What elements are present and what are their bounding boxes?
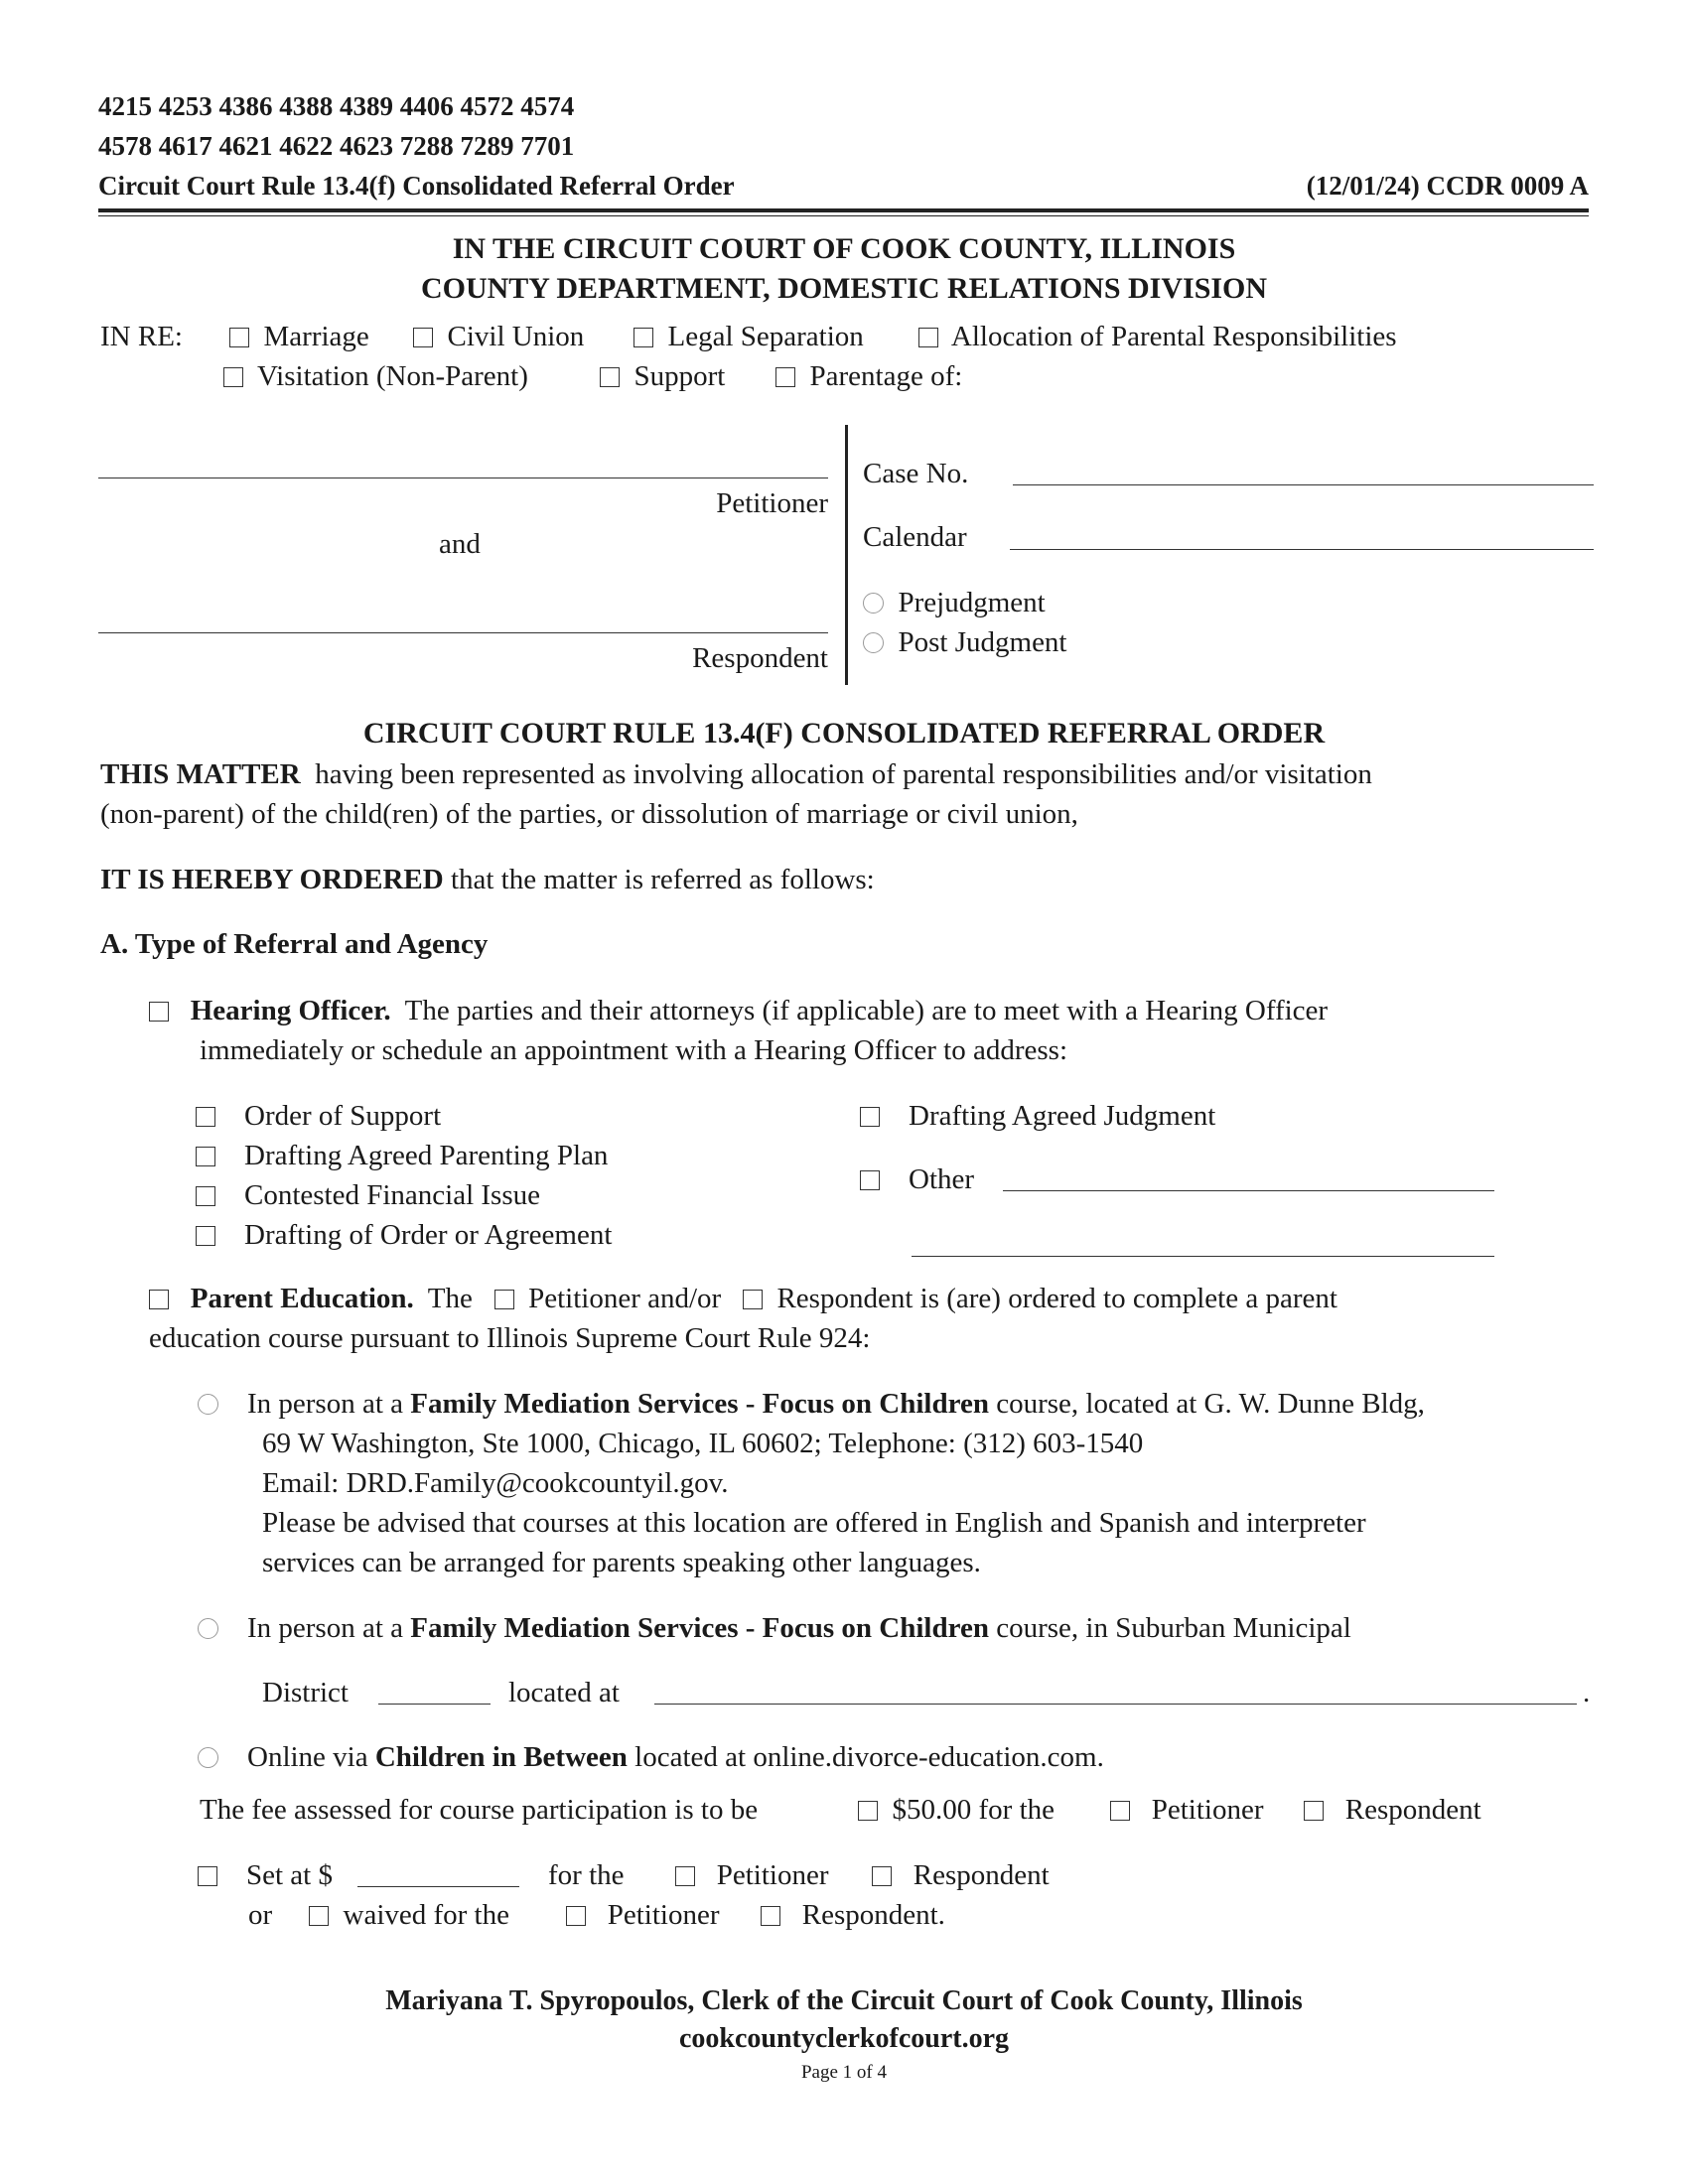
opt-bold: Family Mediation Services - Focus on Children (410, 1388, 989, 1420)
caption-divider (845, 425, 848, 685)
district-field[interactable] (378, 1704, 491, 1705)
option-label: Post Judgment (898, 626, 1067, 658)
located-at-label: located at (508, 1677, 620, 1708)
pe-option-chicago-email: Email: DRD.Family@cookcountyil.gov. (262, 1467, 729, 1499)
option-label: waived for the (343, 1899, 509, 1931)
option-label: Petitioner (607, 1899, 720, 1931)
fee-50-option[interactable] (858, 1794, 1055, 1827)
checkbox[interactable] (872, 1866, 892, 1886)
option-label: Order of Support (244, 1100, 442, 1132)
opt-suffix: located at online.divorce-education.com. (634, 1741, 1104, 1773)
header-rule-thick (98, 208, 1589, 212)
opt-bold: Children in Between (374, 1741, 628, 1773)
petitioner-label: Petitioner (716, 487, 828, 519)
in-re-support[interactable] (600, 360, 725, 393)
fee-amount-field[interactable] (357, 1886, 519, 1887)
checkbox[interactable] (413, 328, 433, 347)
prejudgment-option[interactable] (863, 587, 1046, 619)
other-field-line-2[interactable] (912, 1256, 1494, 1257)
option-label: Visitation (Non-Parent) (256, 360, 528, 392)
checkbox[interactable] (309, 1906, 329, 1926)
form-name: Circuit Court Rule 13.4(f) Consolidated Referral Order (98, 171, 735, 201)
fee-set-petitioner[interactable] (675, 1859, 829, 1892)
option-label: Marriage (263, 321, 369, 352)
option-label: Drafting of Order or Agreement (244, 1219, 613, 1251)
in-re-visitation[interactable] (223, 360, 528, 393)
page-number: Page 1 of 4 (800, 2062, 887, 2083)
fee-for-the: for the (548, 1859, 625, 1891)
opt-bold: Family Mediation Services - Focus on Children (410, 1612, 989, 1644)
intro-text: having been represented as involving allocation of parental responsibilities and/or visitation (315, 758, 1372, 790)
checkbox[interactable] (918, 328, 938, 347)
ordered-line (100, 864, 875, 896)
option-label: Respondent (1344, 1794, 1481, 1826)
hearing-officer-line-2: immediately or schedule an appointment with a Hearing Officer to address: (200, 1034, 1068, 1066)
radio[interactable] (198, 1618, 218, 1639)
in-re-label: IN RE: (100, 321, 183, 352)
hearing-officer-text: The parties and their attorneys (if applicable) are to meet with a Hearing Officer (404, 995, 1329, 1026)
option-label: Respondent (913, 1859, 1050, 1891)
hearing-officer-checkbox[interactable] (149, 1002, 169, 1022)
checkbox[interactable] (675, 1866, 695, 1886)
in-re-marriage[interactable] (229, 321, 369, 353)
fee-text: The fee assessed for course participation is to be (200, 1794, 759, 1826)
post-judgment-option[interactable] (863, 626, 1067, 659)
checkbox[interactable] (196, 1107, 215, 1127)
fee-waived[interactable] (309, 1899, 509, 1932)
other-field-line-1[interactable] (1003, 1190, 1494, 1191)
option-label: Petitioner (716, 1859, 829, 1891)
case-no-field[interactable] (1013, 484, 1594, 485)
pe-option-chicago (198, 1388, 1425, 1421)
option-label: Petitioner (1151, 1794, 1264, 1826)
ho-other[interactable] (860, 1163, 974, 1196)
fee-set-respondent[interactable] (872, 1859, 1050, 1892)
checkbox[interactable] (761, 1906, 780, 1926)
option-label: Drafting Agreed Parenting Plan (244, 1140, 609, 1171)
radio[interactable] (863, 593, 884, 614)
form-codes-line-1: 4215 4253 4386 4388 4389 4406 4572 4574 (98, 91, 575, 121)
checkbox[interactable] (858, 1801, 878, 1821)
pe-option-chicago-note-2: services can be arranged for parents speaking other languages. (262, 1547, 981, 1578)
pe-option-chicago-note-1: Please be advised that courses at this location are offered in English and Spanish and interpreter (262, 1507, 1366, 1539)
court-division: COUNTY DEPARTMENT, DOMESTIC RELATIONS DIVISION (420, 272, 1268, 305)
respondent-checkbox[interactable] (743, 1290, 763, 1309)
footer-website: cookcountyclerkofcourt.org (678, 2023, 1010, 2054)
district-label: District (262, 1677, 349, 1708)
petitioner-checkbox[interactable] (494, 1290, 514, 1309)
parent-education-line-2: education course pursuant to Illinois Supreme Court Rule 924: (149, 1322, 871, 1354)
option-label: Drafting Agreed Judgment (909, 1100, 1216, 1132)
respondent-name-line[interactable] (98, 632, 828, 633)
checkbox[interactable] (860, 1170, 880, 1190)
form-codes-line-2: 4578 4617 4621 4622 4623 7288 7289 7701 (98, 131, 575, 161)
opt-prefix: Online via (247, 1741, 368, 1773)
fee-50-respondent[interactable] (1304, 1794, 1481, 1827)
ho-contested-financial[interactable] (196, 1179, 540, 1212)
located-at-period: . (1583, 1677, 1591, 1708)
radio[interactable] (198, 1747, 218, 1768)
parent-education-checkbox[interactable] (149, 1290, 169, 1309)
checkbox[interactable] (196, 1226, 215, 1246)
ho-parenting-plan[interactable] (196, 1140, 608, 1172)
respondent-text: Respondent is (are) ordered to complete a parent (776, 1283, 1337, 1314)
parent-education-label: Parent Education. (190, 1283, 414, 1314)
option-label: Allocation of Parental Responsibilities (950, 321, 1397, 352)
petitioner-andor-text: Petitioner and/or (528, 1283, 722, 1314)
fee-50-petitioner[interactable] (1110, 1794, 1264, 1827)
parent-education-line-1 (149, 1283, 1337, 1315)
ordered-text: that the matter is referred as follows: (450, 864, 875, 895)
footer-clerk: Mariyana T. Spyropoulos, Clerk of the Circuit Court of Cook County, Illinois (385, 1985, 1303, 2016)
checkbox[interactable] (860, 1107, 880, 1127)
ordered-bold: IT IS HEREBY ORDERED (100, 864, 444, 895)
option-label: Legal Separation (667, 321, 864, 352)
pe-option-chicago-address: 69 W Washington, Ste 1000, Chicago, IL 60602; Telephone: (312) 603-1540 (262, 1428, 1144, 1459)
checkbox[interactable] (600, 367, 620, 387)
calendar-label: Calendar (863, 521, 967, 553)
header-rule-thin (98, 215, 1589, 216)
opt-suffix: course, located at G. W. Dunne Bldg, (996, 1388, 1425, 1420)
ho-drafting-agreed-judgment[interactable] (860, 1100, 1215, 1133)
checkbox[interactable] (633, 328, 653, 347)
checkbox[interactable] (196, 1186, 215, 1206)
option-label: Contested Financial Issue (244, 1179, 541, 1211)
hearing-officer-line-1 (149, 995, 1328, 1027)
order-intro-line-1 (100, 758, 1372, 791)
respondent-label: Respondent (692, 642, 828, 674)
in-re-legal-separation[interactable] (633, 321, 864, 353)
the-text: The (427, 1283, 473, 1314)
option-label: $50.00 for the (892, 1794, 1055, 1826)
this-matter: THIS MATTER (100, 758, 301, 790)
ho-order-of-support[interactable] (196, 1100, 441, 1133)
option-label: Prejudgment (898, 587, 1046, 618)
opt-prefix: In person at a (247, 1612, 404, 1644)
option-label: Other (909, 1163, 975, 1195)
and-label: and (439, 528, 481, 560)
checkbox[interactable] (223, 367, 243, 387)
opt-prefix: In person at a (247, 1388, 404, 1420)
pe-option-online (198, 1741, 1104, 1774)
ho-drafting-order[interactable] (196, 1219, 612, 1252)
radio[interactable] (198, 1394, 218, 1415)
option-label: Respondent. (801, 1899, 945, 1931)
calendar-field[interactable] (1010, 549, 1594, 550)
order-intro-line-2: (non-parent) of the child(ren) of the parties, or dissolution of marriage or civil union, (100, 798, 1078, 830)
checkbox[interactable] (1110, 1801, 1130, 1821)
option-label: Parentage of: (809, 360, 963, 392)
located-at-field[interactable] (654, 1704, 1577, 1705)
court-name: IN THE CIRCUIT COURT OF COOK COUNTY, ILLINOIS (452, 232, 1236, 265)
form-id: (12/01/24) CCDR 0009 A (1306, 171, 1589, 201)
fee-or: or (248, 1899, 273, 1931)
checkbox[interactable] (566, 1906, 586, 1926)
fee-waived-respondent[interactable] (761, 1899, 945, 1932)
opt-suffix: course, in Suburban Municipal (996, 1612, 1351, 1644)
case-no-label: Case No. (863, 458, 969, 489)
option-label: Civil Union (447, 321, 585, 352)
checkbox[interactable] (1304, 1801, 1324, 1821)
option-label: Set at $ (246, 1859, 333, 1891)
in-re-civil-union[interactable] (413, 321, 584, 353)
pe-option-suburban (198, 1612, 1351, 1645)
fee-set-at[interactable] (198, 1859, 333, 1892)
section-a-heading: A. Type of Referral and Agency (100, 928, 489, 960)
checkbox[interactable] (775, 367, 795, 387)
hearing-officer-label: Hearing Officer. (190, 995, 391, 1026)
radio[interactable] (863, 632, 884, 653)
in-re-parentage[interactable] (775, 360, 962, 393)
option-label: Support (633, 360, 726, 392)
checkbox[interactable] (198, 1866, 217, 1886)
checkbox[interactable] (229, 328, 249, 347)
fee-waived-petitioner[interactable] (566, 1899, 720, 1932)
in-re-allocation[interactable] (918, 321, 1397, 353)
order-title: CIRCUIT COURT RULE 13.4(F) CONSOLIDATED REFERRAL ORDER (362, 717, 1326, 750)
checkbox[interactable] (196, 1147, 215, 1166)
